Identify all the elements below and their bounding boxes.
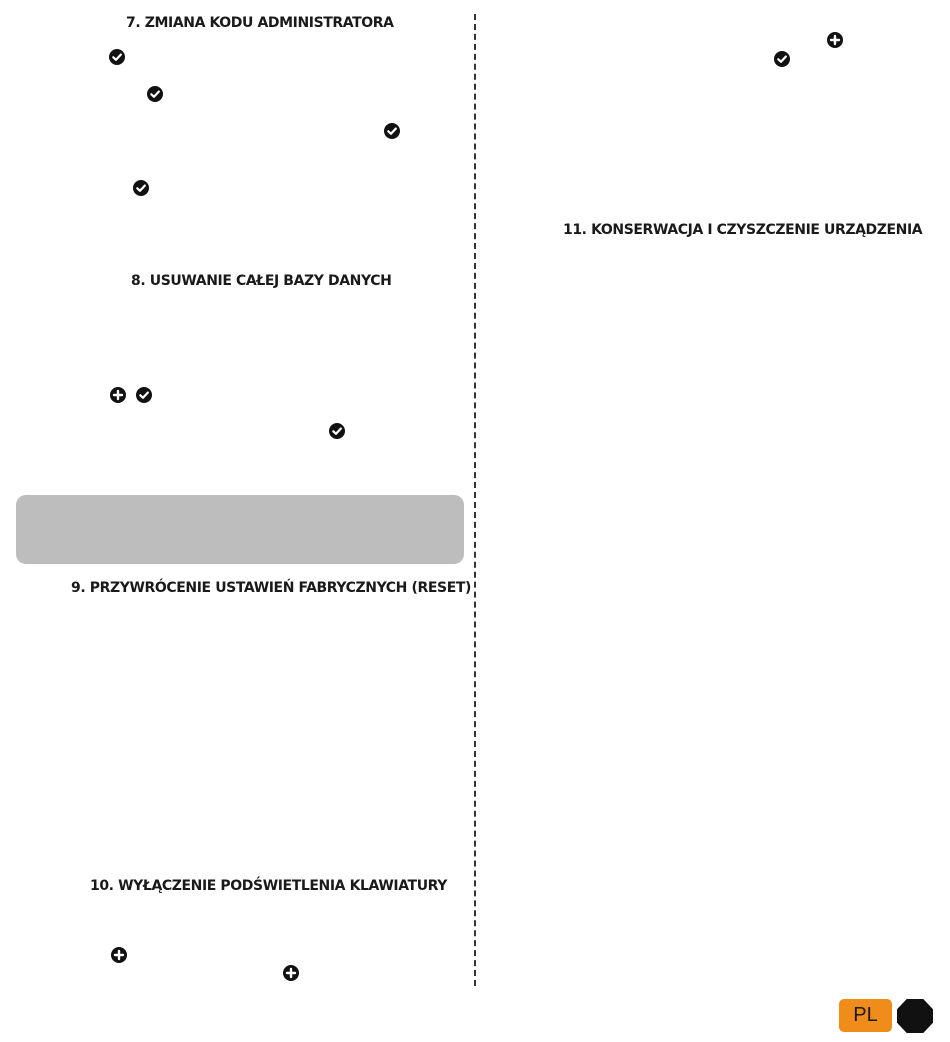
note-box [16,495,464,564]
plus-circle-icon [827,32,843,48]
page-number-badge [897,999,933,1033]
language-badge: PL [839,999,892,1032]
section-8-heading: 8. USUWANIE CAŁEJ BAZY DANYCH [131,273,392,289]
plus-circle-icon [111,947,127,963]
section-11-heading: 11. KONSERWACJA I CZYSZCZENIE URZĄDZENIA [563,222,923,238]
check-circle-icon [774,51,790,67]
section-9-heading: 9. PRZYWRÓCENIE USTAWIEŃ FABRYCZNYCH (RESET) [71,580,472,596]
check-circle-icon [384,123,400,139]
section-7-heading: 7. ZMIANA KODU ADMINISTRATORA [126,15,394,31]
plus-circle-icon [110,387,126,403]
check-circle-icon [133,180,149,196]
check-circle-icon [109,49,125,65]
column-divider [474,14,476,986]
section-10-heading: 10. WYŁĄCZENIE PODŚWIETLENIA KLAWIATURY [90,878,448,894]
check-circle-icon [147,86,163,102]
check-circle-icon [329,423,345,439]
plus-circle-icon [283,965,299,981]
check-circle-icon [136,387,152,403]
